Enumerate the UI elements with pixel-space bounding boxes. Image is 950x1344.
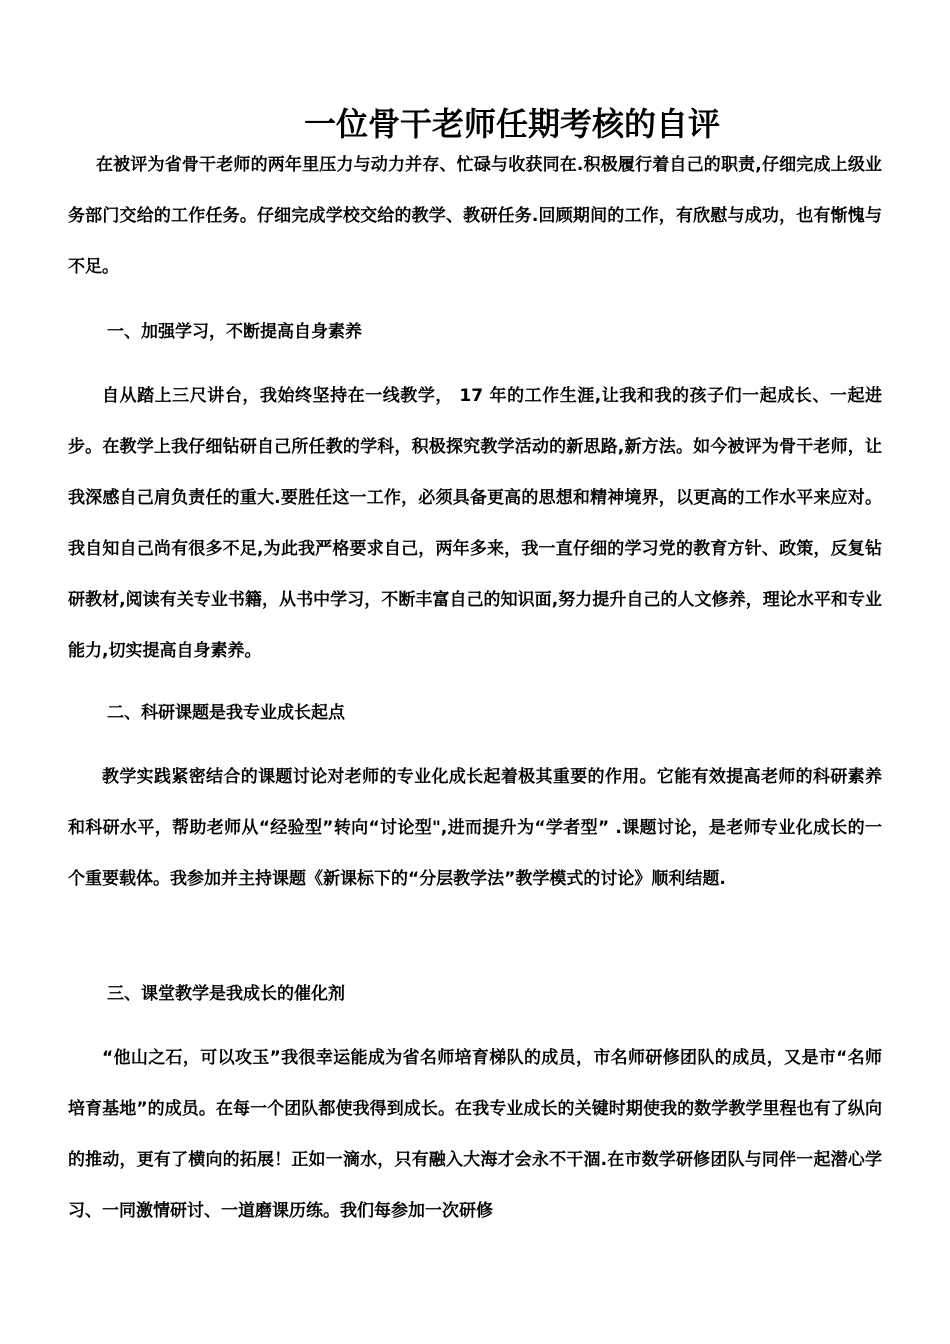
document-title: 一位骨干老师任期考核的自评 bbox=[303, 105, 720, 144]
intro-paragraph: 在被评为省骨干老师的两年里压力与动力并存、忙碌与收获同在.积极履行着自己的职责,仔细完成上级业务部门交给的工作任务。仔细完成学校交给的教学、教研任务.回顾期间的工作，有欣慰与成功，也有惭愧与不足。 bbox=[68, 155, 882, 277]
section-heading-3: 三、课堂教学是我成长的催化剂 bbox=[107, 984, 345, 1004]
section-body-3: “他山之石，可以攻玉”我很幸运能成为省名师培育梯队的成员，市名师研修团队的成员，又是市“名师培育基地”的成员。在每一个团队都使我得到成长。在我专业成长的关键时期使我的数学教学里程也有了纵向的推动，更有了横向的拓展！正如一滴水，只有融入大海才会永不干涸.在市数学研修团队与同伴一起潜心学习、一同激情研讨、一道磨课历练。我们每参加一次研修 bbox=[68, 1048, 882, 1221]
section-body-2: 教学实践紧密结合的课题讨论对老师的专业化成长起着极其重要的作用。它能有效提高老师的科研素养和科研水平，帮助老师从“经验型”转向“讨论型",进而提升为“学者型” .课题讨论，是老师专业化成长的一个重要载体。我参加并主持课题《新课标下的“分层教学法”教学模式的讨论》顺利结题. bbox=[68, 767, 882, 889]
section-heading-2: 二、科研课题是我专业成长起点 bbox=[107, 703, 345, 723]
section-body-1: 自从踏上三尺讲台，我始终坚持在一线教学， 17 年的工作生涯,让我和我的孩子们一起成长、一起进步。在教学上我仔细钻研自己所任教的学科，积极探究教学活动的新思路,新方法。如今被评为骨干老师，让我深感自己肩负责任的重大.要胜任这一工作，必须具备更高的思想和精神境界，以更高的工作水平来应对。我自知自己尚有很多不足,为此我严格要求自己，两年多来，我一直仔细的学习党的教育方针、政策，反复钻研教材,阅读有关专业书籍，从书中学习，不断丰富自己的知识面,努力提升自己的人文修养，理论水平和专业能力,切实提高自身素养。 bbox=[68, 386, 882, 661]
section-heading-1: 一、加强学习，不断提高自身素养 bbox=[107, 322, 362, 342]
